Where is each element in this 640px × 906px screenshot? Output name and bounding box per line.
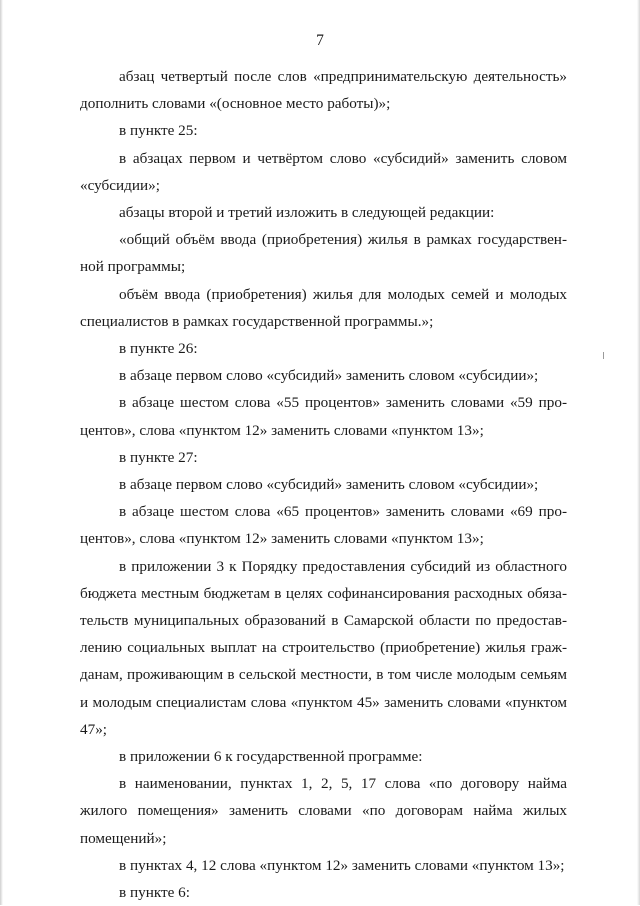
paragraph: в пункте 6: [119,884,190,902]
paragraph: в наименовании, пунктах 1, 2, 5, 17 слова «по договору найма жилого помещения» заменить словами «по договорам найма жилых помещений»; [80,775,567,847]
paragraph: в пункте 26: [119,340,198,358]
scan-mark [603,352,604,359]
paragraph: абзацы второй и третий изложить в следующей редакции: [119,204,495,222]
paragraph: в абзаце первом слово «субсидий» заменить словом «субсидии»; [119,476,539,494]
paragraph: объём ввода (приобретения) жилья для молодых семей и молодых специалистов в рамках государственной программы.»; [80,285,567,330]
document-body [80,63,567,906]
paragraph: в пункте 25: [119,122,198,140]
paragraph: в приложении 3 к Порядку предоставления субсидий из областного бюджета местным бюджетам в целях софинансирования расходных обязательств муниципальных образований в Самарской области по предоставлению социальных выплат на строительство (приобретение) жилья гражданам, проживающим в сельской местности, в том числе молодым семьям и молодым специалистам слова «пунктом 45» заменить словами «пунктом 47»; [80,557,567,738]
paragraph: в абзаце шестом слова «65 процентов» заменить словами «69 процентов», слова «пунктом 12» заменить словами «пунктом 13»; [80,503,567,548]
paragraph: в пункте 27: [119,448,198,466]
paragraph: в абзацах первом и четвёртом слово «субсидий» заменить словом «субсидии»; [80,149,567,194]
paragraph: в пунктах 4, 12 слова «пунктом 12» заменить словами «пунктом 13»; [119,856,565,874]
paragraph: «общий объём ввода (приобретения) жилья в рамках государственной программы; [80,231,567,276]
page-number: 7 [316,32,324,49]
paragraph: в абзаце шестом слова «55 процентов» заменить словами «59 процентов», слова «пунктом 12» заменить словами «пунктом 13»; [80,394,567,439]
paragraph: в абзаце первом слово «субсидий» заменить словом «субсидии»; [119,367,539,385]
page-left-edge [0,0,3,905]
paragraph: в приложении 6 к государственной программе: [119,748,423,766]
paragraph: абзац четвертый после слов «предпринимательскую деятельность» дополнить словами «(основное место работы)»; [80,68,567,113]
